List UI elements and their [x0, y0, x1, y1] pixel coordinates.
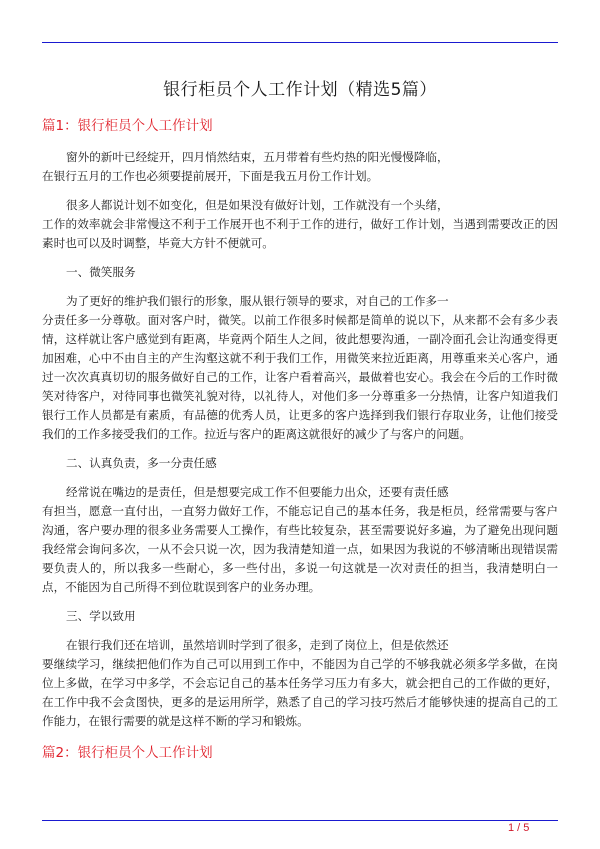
paragraph-first-line: 很多人都说计划不如变化，但是如果没有做好计划，工作就没有一个头绪，: [66, 198, 449, 212]
paragraph-first-line: 在银行我们还在培训，虽然培训时学到了很多，走到了岗位上，但是依然还: [66, 638, 449, 652]
section-heading-1: 篇1：银行柜员个人工作计划: [42, 118, 213, 134]
paragraph-first-line: 窗外的新叶已经绽开，四月悄然结束，五月带着有些灼热的阳光慢慢降临，: [66, 150, 449, 164]
paragraph-smile-service: [42, 292, 558, 444]
paragraph-rest: 要继续学习，继续把他们作为自己可以用到工作中，不能因为自己学的不够我就必须多学多做，在岗位上多做，在学习中多学，不会忘记自己的基本任务学习压力有多大，就会把自己的工作做的更好，在工作中我不会贪图快，更多的是运用所学，熟悉了自己的学习技巧然后才能够快速的提高自己的工作能力，在银行需要的就是这样不断的学习和锻炼。: [42, 657, 558, 728]
subsection-heading-smile-service: 一、微笑服务: [66, 265, 136, 279]
paragraph-first-line: 经常说在嘴边的是责任，但是想要完成工作不但要能力出众，还要有责任感: [66, 485, 449, 499]
document-title: 银行柜员个人工作计划（精选5篇）: [163, 80, 437, 100]
paragraph-responsibility: [42, 483, 558, 597]
paragraph-rest: 在银行五月的工作也必须要提前展开，下面是我五月份工作计划。: [42, 169, 379, 183]
section-heading-2: 篇2：银行柜员个人工作计划: [42, 745, 213, 761]
paragraph-rest: 有担当，愿意一直付出，一直努力做好工作，不能忘记自己的基本任务，我是柜员，经常需要与客户沟通，客户要办理的很多业务需要人工操作，有些比较复杂，甚至需要说好多遍，为了避免出现问题我经常会询问多次，一从不会只说一次，因为我清楚知道一点，如果因为我说的不够清晰出现错误需要负责人的，所以我多一些耐心，多一些付出，多说一句这就是一次对责任的担当，我清楚明白一点，不能因为自己所得不到位耽误到客户的业务办理。: [42, 504, 558, 594]
footer-rule: [42, 820, 558, 821]
subsection-heading-responsibility: 二、认真负责，多一分责任感: [66, 456, 217, 470]
document-body: [42, 75, 558, 775]
paragraph-first-line: 为了更好的维护我们银行的形象，服从银行领导的要求，对自己的工作多一: [66, 294, 449, 308]
paragraph-intro-2: [42, 196, 558, 253]
paragraph-apply-learning: [42, 636, 558, 731]
page-indicator: 1 / 5: [508, 822, 530, 834]
paragraph-intro-1: [42, 148, 558, 186]
paragraph-rest: 分责任多一分尊敬。面对客户时，微笑。以前工作很多时候都是简单的说以下，从来都不会有多少表情，这样就让客户感觉到有距离，毕竟两个陌生人之间，彼此想要沟通，一副冷面孔会让沟通变得更加困难，心中不由自主的产生沟壑这就不利于我们工作，用微笑来拉近距离，用尊重来关心客户，通过一次次真真切切的服务做好自己的工作，让客户看着高兴，最做着也安心。我会在今后的工作时微笑对待客户，对待同事也微笑礼貌对待，以礼待人，对他们多一分尊重多一分热情，让客户知道我们银行工作人员都是有素质，有品德的优秀人员，让更多的客户选择到我们银行存取业务，让他们接受我们的工作多接受我们的工作。拉近与客户的距离这就很好的减少了与客户的问题。: [42, 313, 558, 441]
subsection-heading-apply-learning: 三、学以致用: [66, 609, 136, 623]
header-rule: [42, 42, 558, 43]
paragraph-rest: 工作的效率就会非常慢这不利于工作展开也不利于工作的进行，做好工作计划，当遇到需要改正的因素时也可以及时调整，毕竟大方针不便就可。: [42, 217, 558, 250]
